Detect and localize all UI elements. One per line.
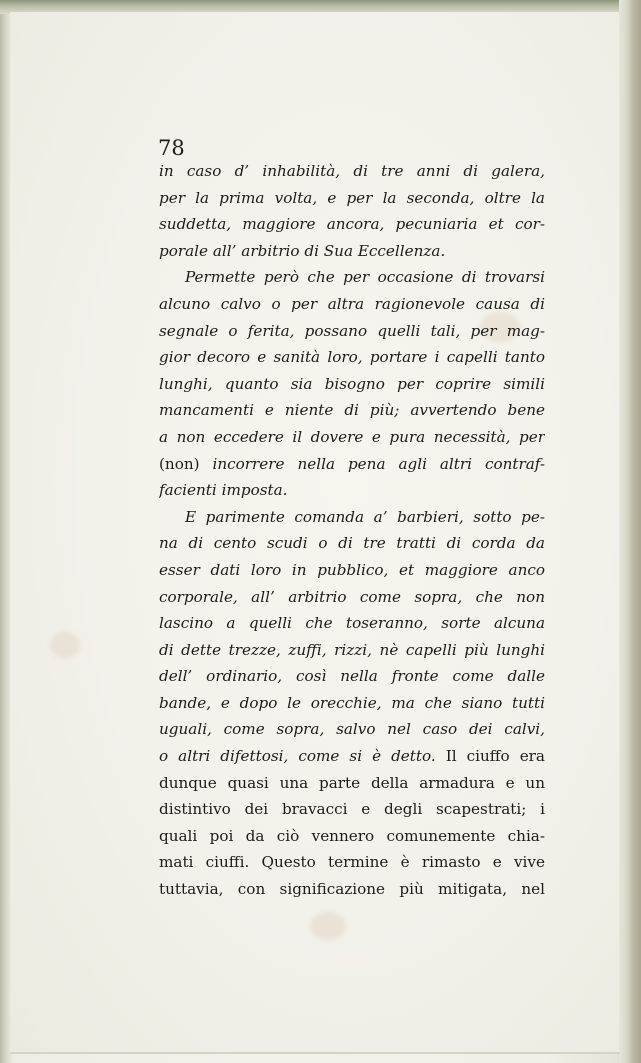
- text-run: mancamenti e niente di più; avvertendo bene: [159, 401, 545, 420]
- text-run: na di cento scudi o di tre tratti di corda da: [159, 534, 545, 553]
- text-line: [159, 211, 545, 238]
- text-line: [159, 530, 545, 557]
- foxing-stain: [310, 912, 346, 940]
- text-run: (non): [159, 454, 200, 473]
- text-run: Permette però che per occasione di trovarsi: [185, 268, 545, 287]
- text-line: [159, 716, 545, 743]
- text-line: [159, 690, 545, 717]
- text-run: suddetta, maggiore ancora, pecuniaria et cor-: [159, 215, 545, 234]
- text-run: E parimente comanda a’ barbieri, sotto pe-: [185, 507, 545, 526]
- text-line: [159, 371, 545, 398]
- body-text: [159, 158, 545, 903]
- text-line: [159, 185, 545, 212]
- text-line: [159, 477, 545, 504]
- text-run: corporale, all’ arbitrio come sopra, che non: [159, 587, 545, 606]
- text-run: quali poi da ciò vennero comunemente chia-: [159, 826, 545, 845]
- text-run: alcuno calvo o per altra ragionevole causa di: [159, 294, 545, 313]
- text-line: [159, 238, 545, 265]
- text-run: a non eccedere il dovere e pura necessità, per: [159, 427, 545, 446]
- text-line: [159, 796, 545, 823]
- text-line: [159, 264, 545, 291]
- text-line: [159, 557, 545, 584]
- text-line: [159, 584, 545, 611]
- text-run: gior decoro e sanità loro, portare i capelli tanto: [159, 348, 545, 367]
- text-line: [159, 849, 545, 876]
- text-line: [159, 451, 545, 478]
- text-run: incorrere nella pena agli altri contraf-: [199, 454, 545, 473]
- page-bottom-edge: [10, 1052, 620, 1054]
- text-line: [159, 610, 545, 637]
- text-run: uguali, come sopra, salvo nel caso dei calvi,: [159, 720, 545, 739]
- text-line: [159, 663, 545, 690]
- text-run: Il ciuffo era: [435, 747, 545, 766]
- text-line: [159, 318, 545, 345]
- page-right-edge: [619, 0, 641, 1063]
- text-run: porale all’ arbitrio di Sua Eccellenza.: [159, 241, 446, 260]
- text-line: [159, 876, 545, 903]
- text-run: tuttavia, con significazione più mitigata, nel: [159, 880, 545, 899]
- text-run: mati ciuffi. Questo termine è rimasto e vive: [159, 853, 545, 872]
- page-number: 78: [158, 136, 185, 160]
- text-line: [159, 823, 545, 850]
- foxing-stain: [50, 632, 80, 658]
- text-run: distintivo dei bravacci e degli scapestrati; i: [159, 800, 545, 819]
- text-run: lascino a quelli che toseranno, sorte alcuna: [159, 614, 545, 633]
- text-run: bande, e dopo le orecchie, ma che siano tutti: [159, 693, 545, 712]
- text-run: di dette trezze, zuffi, rizzi, nè capelli più lunghi: [159, 640, 545, 659]
- text-line: [159, 344, 545, 371]
- text-line: [159, 424, 545, 451]
- text-run: per la prima volta, e per la seconda, oltre la: [159, 188, 545, 207]
- text-run: o altri difettosi, come si è detto.: [159, 747, 436, 766]
- text-run: esser dati loro in pubblico, et maggiore anco: [159, 560, 545, 579]
- text-line: [159, 637, 545, 664]
- text-line: [159, 397, 545, 424]
- text-line: [159, 743, 545, 770]
- text-run: facienti imposta.: [159, 481, 288, 500]
- text-line: [159, 291, 545, 318]
- text-run: in caso d’ inhabilità, di tre anni di galera,: [159, 162, 545, 180]
- text-line: [159, 504, 545, 531]
- text-run: lunghi, quanto sia bisogno per coprire simili: [159, 374, 545, 393]
- text-run: segnale o ferita, possano quelli tali, per mag-: [159, 321, 545, 340]
- text-run: dell’ ordinario, così nella fronte come dalle: [159, 667, 545, 686]
- text-line: [159, 770, 545, 797]
- text-line: [159, 158, 545, 185]
- text-run: dunque quasi una parte della armadura e un: [159, 773, 545, 792]
